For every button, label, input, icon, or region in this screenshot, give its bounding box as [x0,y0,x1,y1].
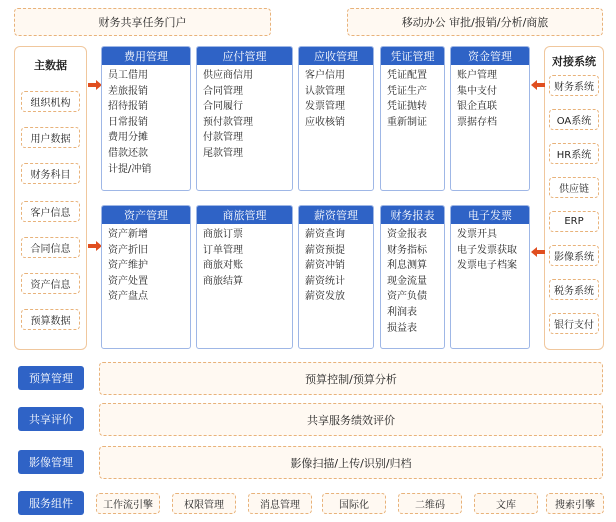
module-item[interactable]: 订单管理 [203,244,243,256]
image-mgmt-content: 影像扫描/上传/识别/归档 [290,456,412,470]
module-item[interactable]: 凭证抛转 [387,101,427,113]
module-item[interactable]: 预付款管理 [203,116,253,128]
module-item[interactable]: 电子发票获取 [457,244,517,256]
service-component[interactable]: 国际化 [322,493,386,514]
module-expense[interactable] [101,46,191,191]
module-item[interactable]: 发票开具 [457,229,497,240]
arrow-left-icon [531,247,545,257]
module-item[interactable]: 资产新增 [108,229,148,240]
module-item[interactable]: 员工借用 [108,70,148,81]
module-item[interactable]: 利润表 [387,306,417,318]
budget-label: 预算管理 [18,366,84,390]
module-item[interactable]: 付款管理 [203,132,243,144]
service-component[interactable]: 消息管理 [248,493,312,514]
module-item[interactable]: 集中支付 [457,85,497,97]
task-portal-label: 财务共享任务门户 [98,16,187,29]
module-item[interactable]: 差旅报销 [108,85,148,97]
module-item[interactable]: 薪资统计 [305,275,345,287]
module-item[interactable]: 费用分摊 [108,132,148,144]
module-payable[interactable] [196,46,293,191]
integration-item[interactable]: 影像系统 [549,245,599,266]
image-mgmt-row[interactable] [99,446,603,479]
module-item[interactable]: 商旅订票 [203,229,243,240]
module-item[interactable]: 凭证生产 [387,85,427,97]
module-item[interactable]: 资产维护 [108,260,148,272]
module-item[interactable]: 薪资发放 [305,291,345,303]
module-item[interactable]: 发票电子档案 [457,260,517,272]
module-title: 薪资管理 [299,206,373,224]
service-component[interactable]: 搜索引擎 [546,493,604,514]
module-item[interactable]: 商旅对账 [203,260,243,272]
master-data-item[interactable]: 财务科目 [21,163,80,184]
module-item[interactable]: 资金报表 [387,229,427,240]
service-component[interactable]: 权限管理 [172,493,236,514]
master-data-item[interactable]: 客户信息 [21,201,80,222]
evaluation-content: 共享服务绩效评价 [307,413,395,427]
module-voucher[interactable] [380,46,445,191]
module-travel[interactable] [196,205,293,349]
module-title: 费用管理 [102,47,190,65]
module-receivable[interactable] [298,46,374,191]
module-item[interactable]: 薪资冲销 [305,260,345,272]
integration-item[interactable]: 税务系统 [549,279,599,300]
module-item[interactable]: 重新制证 [387,116,427,128]
module-item[interactable]: 账户管理 [457,70,497,81]
module-item[interactable]: 资产折旧 [108,244,148,256]
module-item[interactable]: 资产负债 [387,291,427,303]
module-item[interactable]: 尾款管理 [203,147,243,159]
module-title: 电子发票 [451,206,529,224]
module-item[interactable]: 认款管理 [305,85,345,97]
evaluation-row[interactable] [99,403,603,436]
module-item[interactable]: 薪资预提 [305,244,345,256]
image-mgmt-label: 影像管理 [18,450,84,474]
module-item[interactable]: 银企直联 [457,101,497,113]
module-item[interactable]: 客户信用 [305,70,345,81]
module-item[interactable]: 利息测算 [387,260,427,272]
budget-row[interactable] [99,362,603,395]
service-component[interactable]: 二维码 [398,493,462,514]
mobile-office-label: 移动办公 审批/报销/分析/商旅 [401,16,549,29]
module-title: 凭证管理 [381,47,444,65]
module-title: 资金管理 [451,47,529,65]
module-title: 商旅管理 [197,206,292,224]
master-data-title: 主数据 [34,59,67,72]
service-component[interactable]: 工作流引擎 [96,493,160,514]
module-item[interactable]: 商旅结算 [203,275,243,287]
module-item[interactable]: 凭证配置 [387,70,427,81]
arrow-right-icon [88,241,102,251]
integration-item[interactable]: 财务系统 [549,75,599,96]
module-title: 应付管理 [197,47,292,65]
module-item[interactable]: 供应商信用 [203,70,253,81]
module-item[interactable]: 招待报销 [108,101,148,113]
module-item[interactable]: 薪资查询 [305,229,345,240]
evaluation-label: 共享评价 [18,407,84,431]
master-data-item[interactable]: 用户数据 [21,127,80,148]
module-item[interactable]: 日常报销 [108,116,148,128]
master-data-item[interactable]: 预算数据 [21,309,80,330]
budget-content: 预算控制/预算分析 [305,372,397,386]
task-portal[interactable] [14,8,271,36]
integration-item[interactable]: ERP [549,211,599,232]
integration-item[interactable]: OA系统 [549,109,599,130]
module-item[interactable]: 票据存档 [457,116,497,128]
module-item[interactable]: 借款还款 [108,147,148,159]
module-item[interactable]: 现金流量 [387,275,427,287]
module-funds[interactable] [450,46,530,191]
integration-item[interactable]: HR系统 [549,143,599,164]
mobile-office-bar[interactable] [347,8,603,36]
module-e-invoice[interactable] [450,205,530,349]
module-item[interactable]: 资产处置 [108,275,148,287]
integration-item[interactable]: 银行支付 [549,313,599,334]
master-data-item[interactable]: 组织机构 [21,91,80,112]
master-data-item[interactable]: 资产信息 [21,273,80,294]
services-label: 服务组件 [18,491,84,515]
module-assets[interactable] [101,205,191,349]
module-item[interactable]: 应收核销 [305,116,345,128]
service-component[interactable]: 文库 [474,493,538,514]
module-title: 应收管理 [299,47,373,65]
module-title: 资产管理 [102,206,190,224]
arrow-left-icon [531,80,545,90]
module-item[interactable]: 合同管理 [203,85,243,97]
module-title: 财务报表 [381,206,444,224]
arrow-right-icon [88,80,102,90]
integration-title: 对接系统 [552,55,596,68]
master-data-panel [14,46,87,350]
module-item[interactable]: 计提/冲销 [108,163,152,175]
integration-panel [544,46,604,350]
module-item[interactable]: 合同履行 [203,101,243,113]
module-item[interactable]: 资产盘点 [108,291,148,303]
module-item[interactable]: 财务指标 [387,244,427,256]
module-reports[interactable] [380,205,445,349]
master-data-item[interactable]: 合同信息 [21,237,80,258]
integration-item[interactable]: 供应链 [549,177,599,198]
module-item[interactable]: 发票管理 [305,101,345,113]
module-payroll[interactable] [298,205,374,349]
module-item[interactable]: 损益表 [387,322,417,334]
